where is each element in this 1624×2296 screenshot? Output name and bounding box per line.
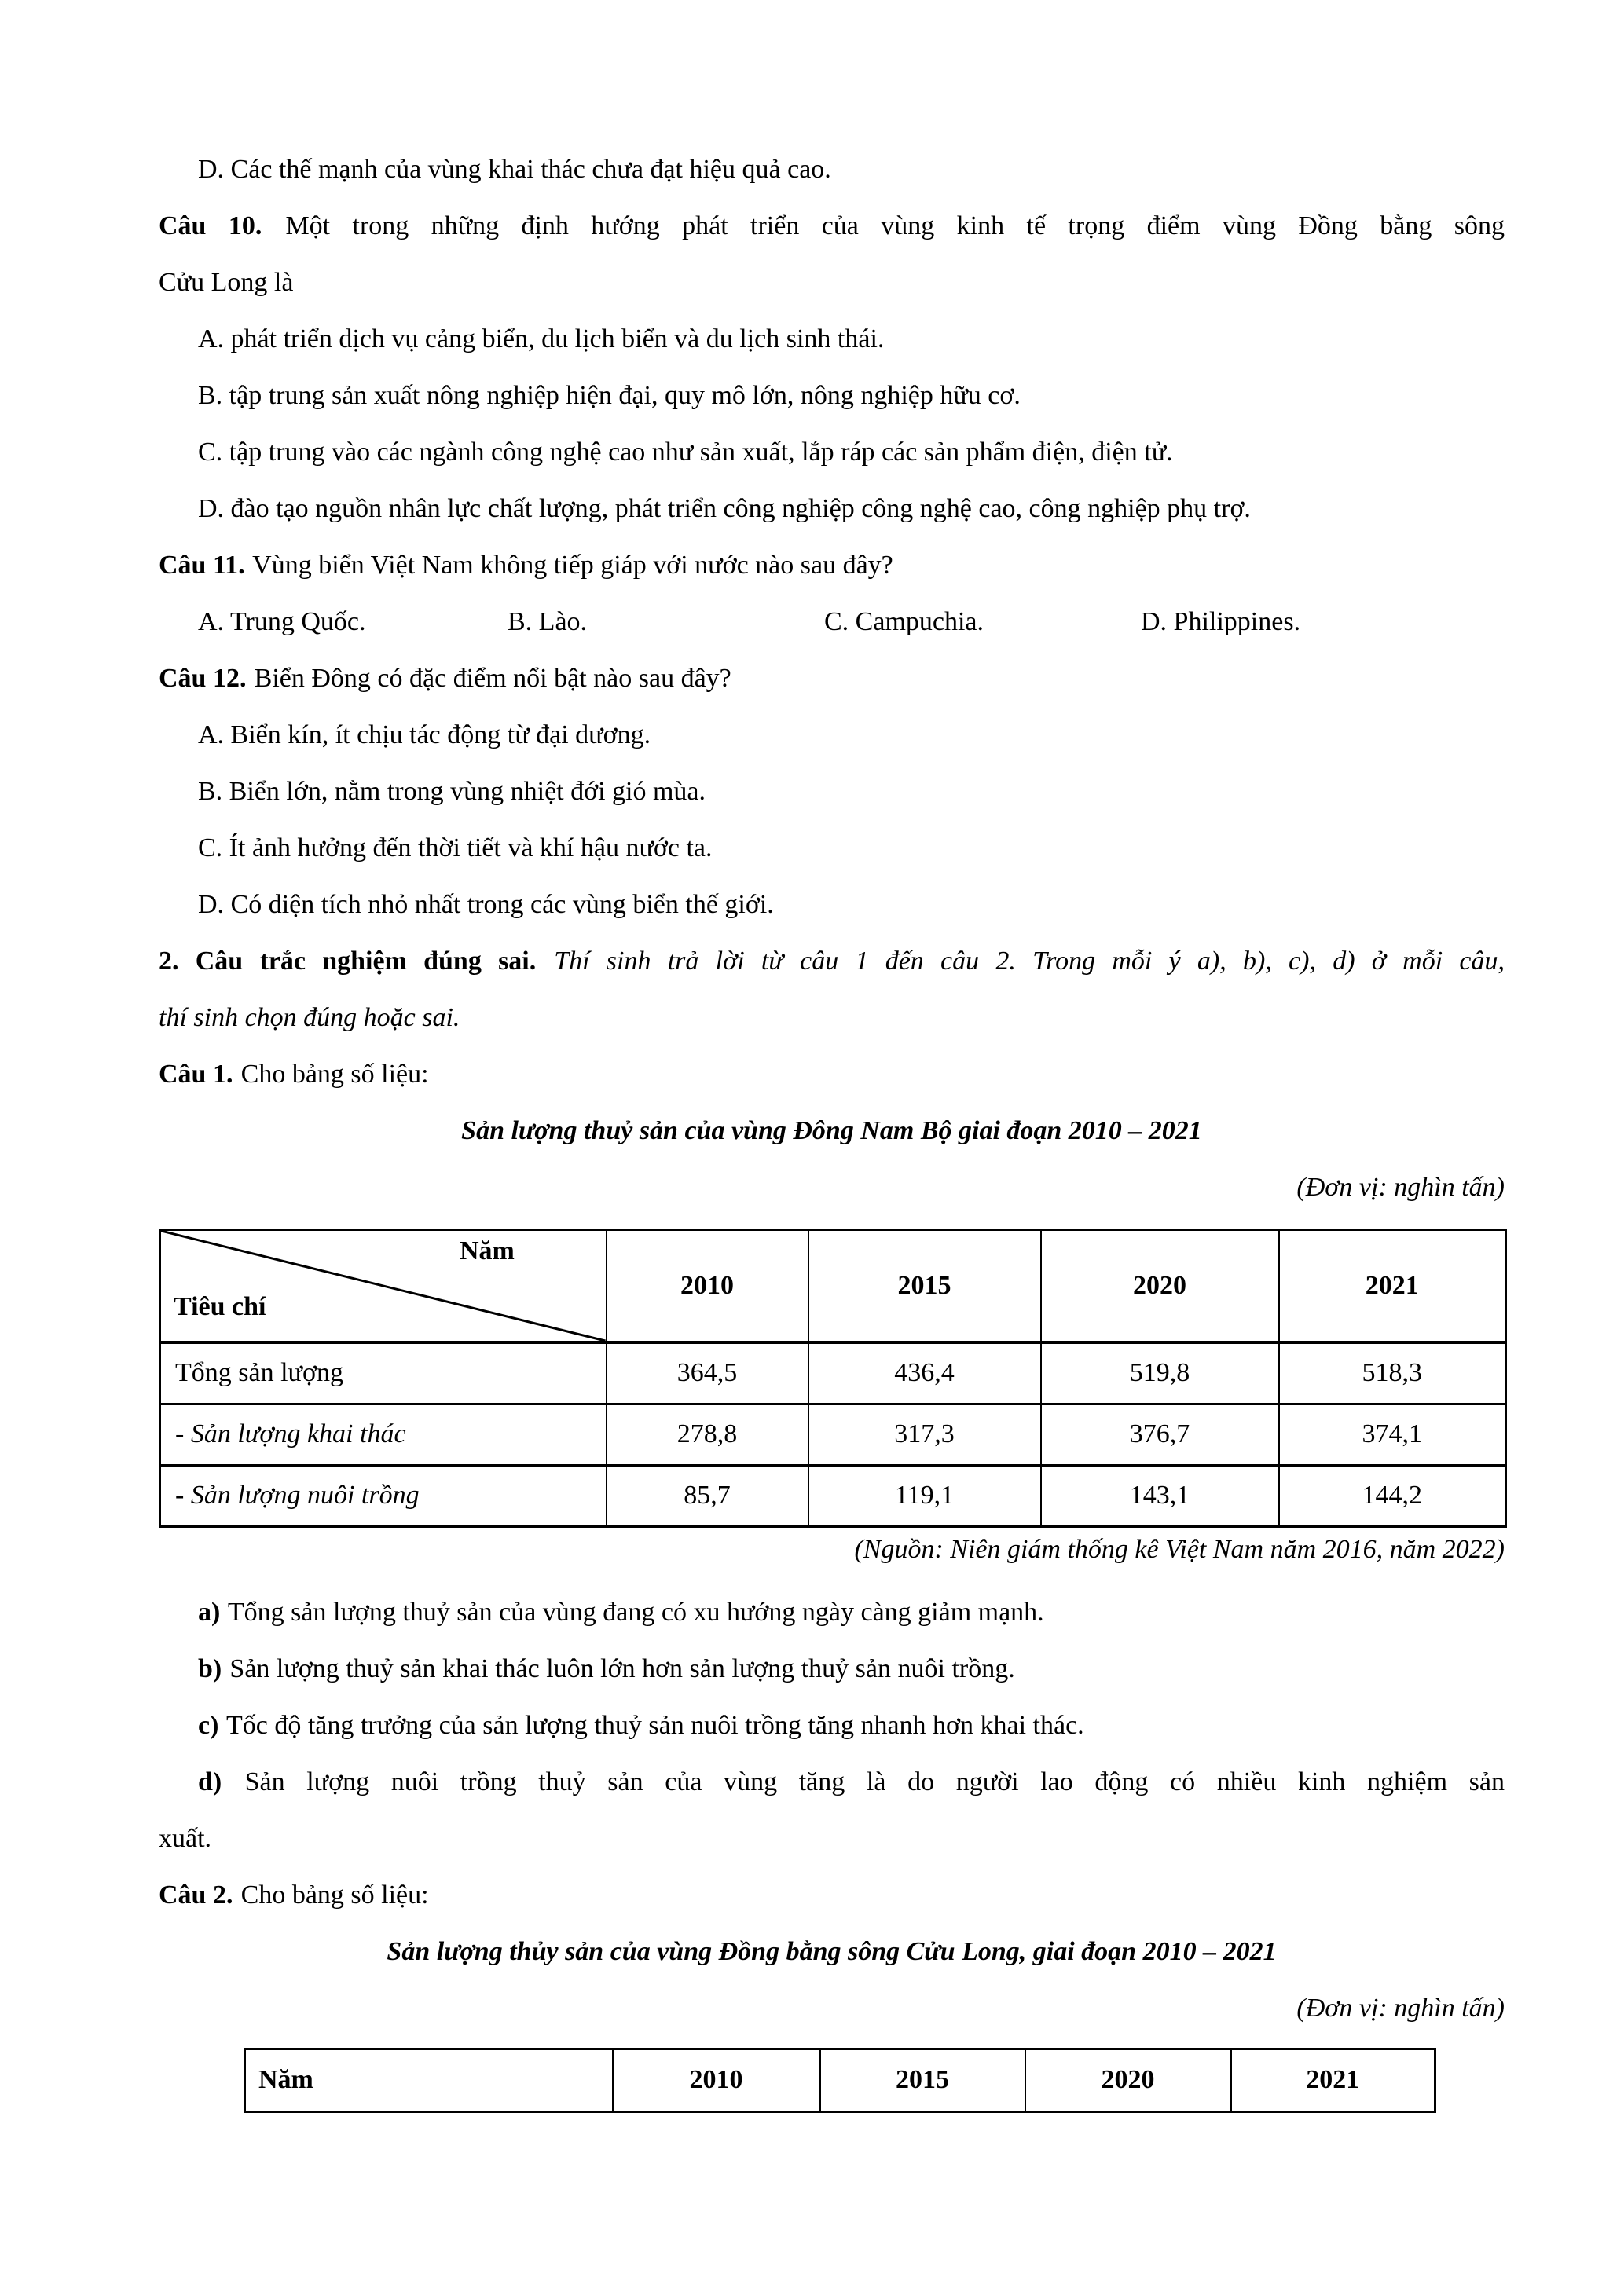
table-row [160, 1342, 1506, 1404]
q1-year-2010: 2010 [607, 1230, 808, 1343]
q2-data-table [244, 2048, 1436, 2113]
q12-stem-text: Biển Đông có đặc điểm nổi bật nào sau đây? [254, 664, 731, 693]
q2-table-header-row [245, 2049, 1435, 2112]
q11-option-d: D. Philippines. [1141, 607, 1301, 636]
q2-unit-note: (Đơn vị: nghìn tấn) [1296, 1994, 1505, 2023]
diagonal-divider-line [161, 1231, 606, 1341]
q1-table-corner-cell [160, 1230, 607, 1343]
q2-year-2015: 2015 [820, 2049, 1025, 2112]
q11-stem-text: Vùng biển Việt Nam không tiếp giáp với nước nào sau đây? [252, 551, 893, 580]
q9-option-d: D. Các thế mạnh của vùng khai thác chưa đạt hiệu quả cao. [198, 155, 831, 184]
statement-c-label: c) [198, 1711, 219, 1740]
q11-option-b: B. Lào. [508, 607, 588, 636]
cell-value: 436,4 [808, 1342, 1041, 1404]
q2-year-2020: 2020 [1025, 2049, 1231, 2112]
q1-source-note: (Nguồn: Niên giám thống kê Việt Nam năm 2016, năm 2022) [854, 1535, 1505, 1564]
q1-table-title: Sản lượng thuỷ sản của vùng Đông Nam Bộ giai đoạn 2010 – 2021 [461, 1116, 1202, 1145]
q2-lead [159, 1867, 1505, 1924]
q11-option-c: C. Campuchia. [824, 607, 984, 636]
cell-value: 317,3 [808, 1404, 1041, 1466]
row-label-total: Tổng sản lượng [160, 1342, 607, 1404]
cell-value: 518,3 [1279, 1342, 1506, 1404]
statement-a-text: Tổng sản lượng thuỷ sản của vùng đang có xu hướng ngày càng giảm mạnh. [227, 1598, 1044, 1627]
statement-a-label: a) [198, 1598, 221, 1627]
q2-lead-text: Cho bảng số liệu: [240, 1880, 429, 1910]
cell-value: 85,7 [607, 1466, 808, 1527]
q11-option-a: A. Trung Quốc. [198, 607, 366, 636]
q2-header-year-label: Năm [245, 2049, 613, 2112]
q10-option-c: C. tập trung vào các ngành công nghệ cao như sản xuất, lắp ráp các sản phẩm điện, điện tử. [198, 438, 1173, 467]
q12-option-c: C. Ít ảnh hưởng đến thời tiết và khí hậu nước ta. [198, 833, 713, 862]
cell-value: 144,2 [1279, 1466, 1506, 1527]
q1-statement-d-line1 [159, 1754, 1505, 1811]
row-label-capture: - Sản lượng khai thác [160, 1404, 607, 1466]
corner-label-criteria: Tiêu chí [174, 1292, 266, 1322]
section2-intro-line1 [159, 933, 1505, 990]
section2-label: 2. Câu trắc nghiệm đúng sai. [159, 947, 537, 976]
statement-d-text: Sản lượng nuôi trồng thuỷ sản của vùng tăng là do người lao động có nhiều kinh nghiệm sản [244, 1767, 1505, 1796]
cell-value: 119,1 [808, 1466, 1041, 1527]
q1-year-2021: 2021 [1279, 1230, 1506, 1343]
table-row [160, 1404, 1506, 1466]
page-content [159, 141, 1505, 2113]
q10-stem-text: Một trong những định hướng phát triển của vùng kinh tế trọng điểm vùng Đồng bằng sông [285, 211, 1505, 240]
q11-options-row [159, 594, 1505, 650]
q12-option-d: D. Có diện tích nhỏ nhất trong các vùng biển thế giới. [198, 890, 774, 919]
q11-stem [159, 537, 1505, 594]
q1-table-header-row [160, 1230, 1506, 1343]
q10-option-d: D. đào tạo nguồn nhân lực chất lượng, phát triển công nghiệp công nghệ cao, công nghiệp phụ trợ. [198, 494, 1251, 523]
corner-label-year: Năm [460, 1236, 515, 1265]
cell-value: 364,5 [607, 1342, 808, 1404]
q11-label: Câu 11. [159, 551, 245, 580]
q10-stem-line2: Cửu Long là [159, 268, 294, 297]
q2-year-2010: 2010 [613, 2049, 820, 2112]
q1-lead-text: Cho bảng số liệu: [240, 1060, 429, 1089]
cell-value: 519,8 [1041, 1342, 1279, 1404]
statement-d-label: d) [198, 1767, 222, 1796]
section2-intro-text: Thí sinh trả lời từ câu 1 đến câu 2. Trong mỗi ý a), b), c), d) ở mỗi câu, [554, 947, 1505, 976]
cell-value: 278,8 [607, 1404, 808, 1466]
q1-statement-d-line2: xuất. [159, 1824, 212, 1853]
q1-statement-b [159, 1641, 1505, 1697]
cell-value: 143,1 [1041, 1466, 1279, 1527]
table-row [160, 1466, 1506, 1527]
q10-option-b: B. tập trung sản xuất nông nghiệp hiện đại, quy mô lớn, nông nghiệp hữu cơ. [198, 381, 1021, 410]
statement-b-text: Sản lượng thuỷ sản khai thác luôn lớn hơn sản lượng thuỷ sản nuôi trồng. [229, 1654, 1015, 1683]
statement-b-label: b) [198, 1654, 222, 1683]
q12-label: Câu 12. [159, 664, 247, 693]
q12-option-a: A. Biển kín, ít chịu tác động từ đại dương. [198, 720, 651, 749]
q1-lead [159, 1046, 1505, 1103]
q1-unit-note: (Đơn vị: nghìn tấn) [1296, 1173, 1505, 1202]
q2-label: Câu 2. [159, 1880, 233, 1910]
q1-data-table [159, 1229, 1507, 1528]
statement-c-text: Tốc độ tăng trưởng của sản lượng thuỷ sản nuôi trồng tăng nhanh hơn khai thác. [226, 1711, 1084, 1740]
cell-value: 376,7 [1041, 1404, 1279, 1466]
q1-statement-c [159, 1697, 1505, 1754]
row-label-aquaculture: - Sản lượng nuôi trồng [160, 1466, 607, 1527]
q2-table-title: Sản lượng thủy sản của vùng Đồng bằng sông Cửu Long, giai đoạn 2010 – 2021 [387, 1937, 1277, 1966]
q10-stem-line1 [159, 198, 1505, 255]
q1-label: Câu 1. [159, 1060, 233, 1089]
q12-option-b: B. Biển lớn, nằm trong vùng nhiệt đới gió mùa. [198, 777, 706, 806]
q1-statement-a [159, 1584, 1505, 1641]
q12-stem [159, 650, 1505, 707]
q10-label: Câu 10. [159, 211, 262, 240]
q10-option-a: A. phát triển dịch vụ cảng biển, du lịch biển và du lịch sinh thái. [198, 324, 885, 353]
q1-year-2020: 2020 [1041, 1230, 1279, 1343]
section2-intro-line2: thí sinh chọn đúng hoặc sai. [159, 1003, 460, 1032]
q2-year-2021: 2021 [1231, 2049, 1435, 2112]
cell-value: 374,1 [1279, 1404, 1506, 1466]
q1-year-2015: 2015 [808, 1230, 1041, 1343]
